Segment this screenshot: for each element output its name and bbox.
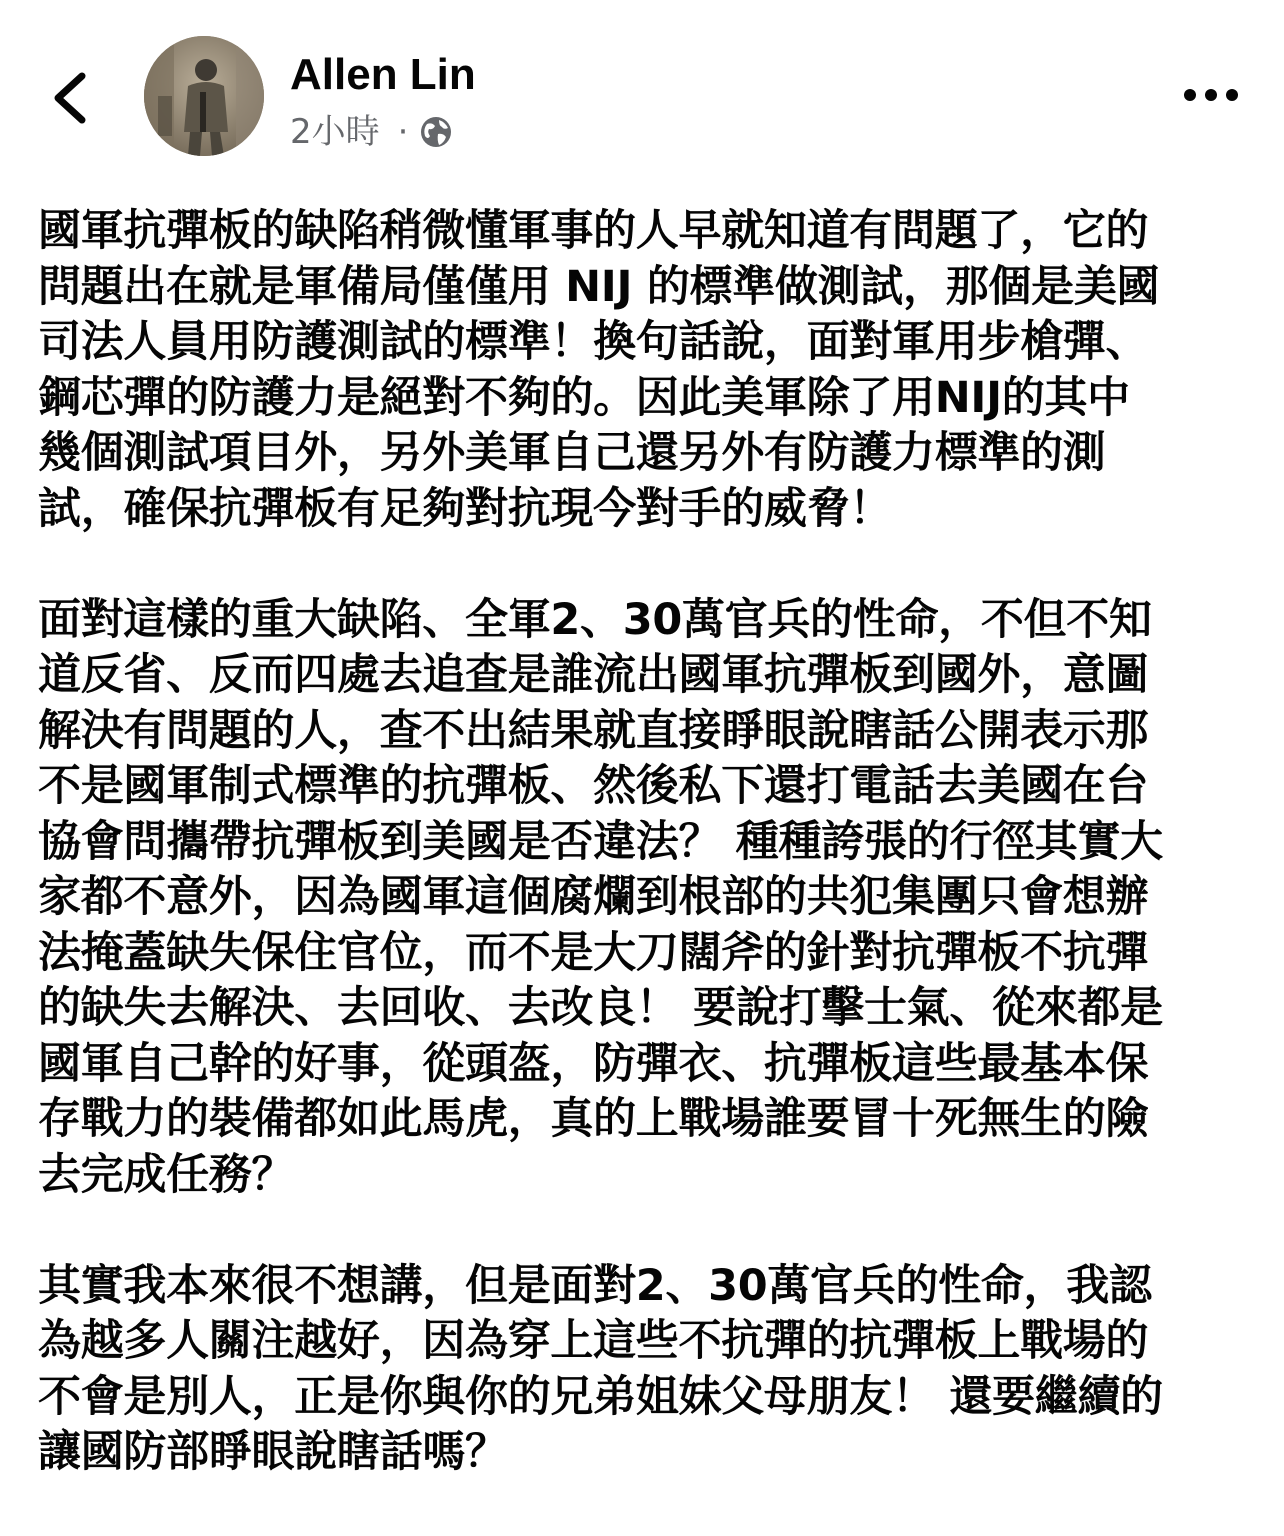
text-line: 司法人員用防護測試的標準！換句話說，面對軍用步槍彈、 xyxy=(38,317,1149,367)
post-header xyxy=(0,0,1284,170)
post-paragraph-1 xyxy=(38,204,1248,537)
text-line: 協會問攜帶抗彈板到美國是否違法？ 種種誇張的行徑其實大 xyxy=(38,816,1163,867)
text-line: 其實我本來很不想講，但是面對2、30萬官兵的性命，我認 xyxy=(38,1260,1152,1311)
text-line: 不是國軍制式標準的抗彈板、然後私下還打電話去美國在台 xyxy=(38,761,1149,811)
text-line: 道反省、反而四處去追查是誰流出國軍抗彈板到國外，意圖 xyxy=(38,650,1149,700)
meta-separator: · xyxy=(397,112,409,152)
text-line: 國軍抗彈板的缺陷稍微懂軍事的人早就知道有問題了，它的 xyxy=(38,206,1149,256)
profile-photo xyxy=(144,36,264,156)
text-line: 的缺失去解決、去回收、去改良！ 要說打擊士氣、從來都是 xyxy=(38,983,1163,1033)
text-line: 面對這樣的重大缺陷、全軍2、30萬官兵的性命，不但不知 xyxy=(38,594,1152,645)
globe-icon xyxy=(418,114,454,150)
post-paragraph-3 xyxy=(38,1259,1248,1481)
author-name[interactable]: Allen Lin xyxy=(290,50,476,99)
text-line: 存戰力的裝備都如此馬虎，真的上戰場誰要冒十死無生的險 xyxy=(38,1094,1149,1144)
text-line: 法掩蓋缺失保住官位，而不是大刀闊斧的針對抗彈板不抗彈 xyxy=(38,927,1149,978)
text-line: 問題出在就是軍備局僅僅用 NIJ 的標準做測試，那個是美國 xyxy=(38,261,1160,312)
text-line: 不會是別人，正是你與你的兄弟姐妹父母朋友！ 還要繼續的 xyxy=(38,1371,1163,1422)
post-meta xyxy=(290,110,454,154)
text-line: 讓國防部睜眼說瞎話嗎？ xyxy=(38,1427,508,1477)
more-horizontal-icon xyxy=(1176,70,1246,120)
text-line: 國軍自己幹的好事，從頭盔，防彈衣、抗彈板這些最基本保 xyxy=(38,1038,1149,1089)
text-line: 試，確保抗彈板有足夠對抗現今對手的威脅！ xyxy=(38,483,892,534)
more-options-button[interactable] xyxy=(1176,70,1246,120)
post-body xyxy=(38,204,1248,1536)
post-paragraph-2 xyxy=(38,593,1248,1204)
back-button[interactable] xyxy=(40,60,110,136)
avatar[interactable] xyxy=(144,36,264,156)
text-line: 家都不意外，因為國軍這個腐爛到根部的共犯集團只會想辦 xyxy=(38,872,1149,922)
text-line: 去完成任務？ xyxy=(38,1149,295,1200)
chevron-left-icon xyxy=(40,60,110,136)
text-line: 為越多人關注越好，因為穿上這些不抗彈的抗彈板上戰場的 xyxy=(38,1316,1149,1366)
text-line: 鋼芯彈的防護力是絕對不夠的。因此美軍除了用NIJ的其中 xyxy=(38,372,1130,423)
text-line: 解決有問題的人，查不出結果就直接睜眼說瞎話公開表示那 xyxy=(38,705,1149,756)
text-line: 幾個測試項目外，另外美軍自己還另外有防護力標準的測 xyxy=(38,428,1106,478)
post-timestamp[interactable]: 2小時 xyxy=(290,112,380,152)
